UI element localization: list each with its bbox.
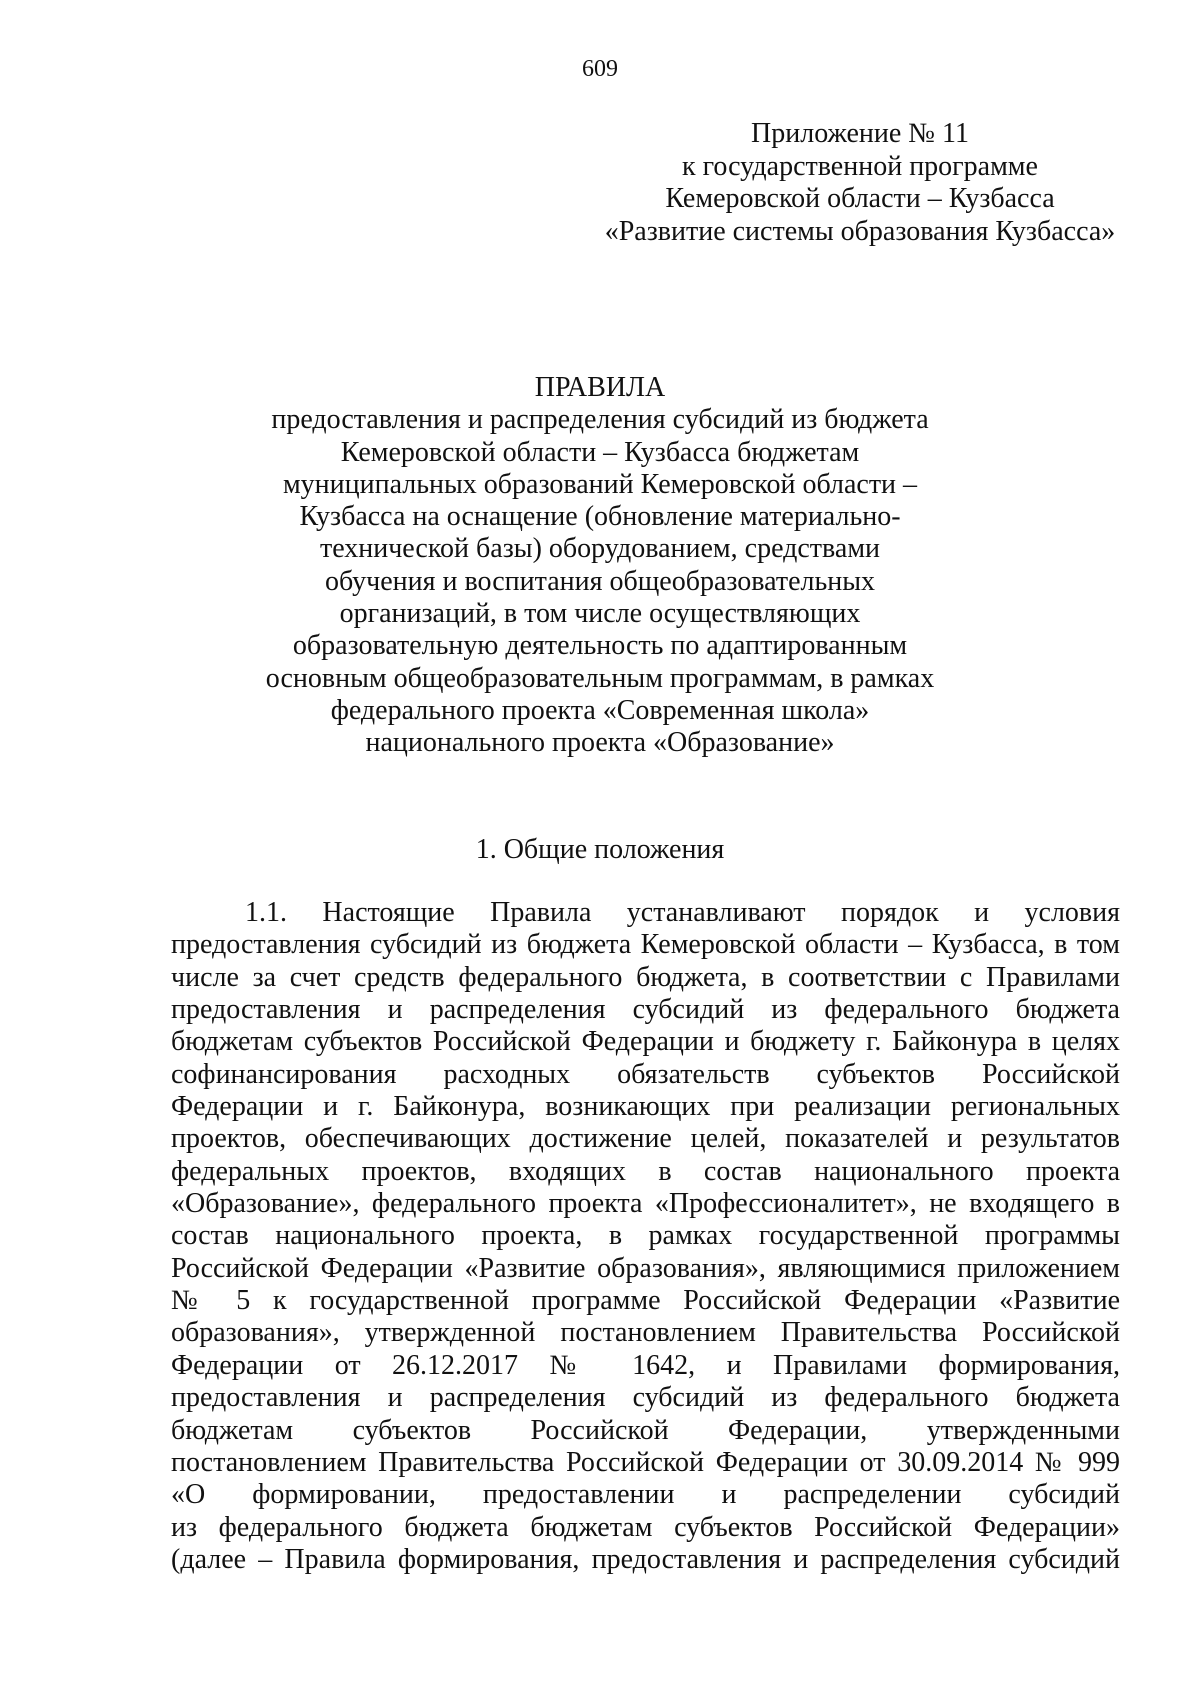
title-line: федерального проекта «Современная школа» — [330, 694, 870, 726]
paragraph-line: Федерации и г. Байконура, возникающих при реализации региональных — [171, 1091, 1120, 1123]
paragraph-line: софинансирования расходных обязательств субъектов Российской — [171, 1058, 1120, 1090]
appendix-line: Приложение № 11 — [751, 118, 969, 149]
paragraph-line: «О формировании, предоставлении и распределении субсидий — [171, 1479, 1120, 1511]
paragraph-line: федеральных проектов, входящих в состав национального проекта — [171, 1155, 1120, 1187]
paragraph-1-1 — [171, 897, 1120, 1576]
appendix-header — [560, 118, 1160, 248]
title-line: организаций, в том числе осуществляющих — [339, 598, 861, 630]
title-heading: ПРАВИЛА — [534, 372, 666, 403]
paragraph-line: № 5 к государственной программе Российской Федерации «Развитие — [171, 1285, 1120, 1317]
title-line: основным общеобразовательным программам, в рамках — [265, 662, 935, 694]
title-line: технической базы) оборудованием, средствами — [319, 533, 881, 565]
paragraph-line: Федерации от 26.12.2017 № 1642, и Правилами формирования, — [171, 1349, 1120, 1381]
appendix-line: к государственной программе — [682, 150, 1038, 182]
paragraph-line: предоставления субсидий из бюджета Кемеровской области – Кузбасса, в том — [171, 929, 1120, 961]
paragraph-line: числе за счет средств федерального бюджета, в соответствии с Правилами — [171, 961, 1120, 993]
title-line: образовательную деятельность по адаптированным — [292, 630, 908, 662]
paragraph-line: Российской Федерации «Развитие образования», являющимися приложением — [171, 1252, 1120, 1284]
paragraph-line: постановлением Правительства Российской Федерации от 30.09.2014 № 999 — [171, 1446, 1120, 1478]
appendix-line: «Развитие системы образования Кузбасса» — [604, 215, 1116, 247]
appendix-line: Кемеровской области – Кузбасса — [665, 183, 1055, 214]
page-number: 609 — [582, 56, 618, 82]
paragraph-line: образования», утвержденной постановлением Правительства Российской — [171, 1317, 1120, 1349]
title-line: Кузбасса на оснащение (обновление материально- — [299, 501, 901, 533]
paragraph-line: бюджетам субъектов Российской Федерации, утвержденными — [171, 1414, 1120, 1446]
paragraph-line: предоставления и распределения субсидий из федерального бюджета — [171, 994, 1120, 1026]
paragraph-line: из федерального бюджета бюджетам субъектов Российской Федерации» — [171, 1511, 1120, 1543]
section-heading: 1. Общие положения — [475, 834, 725, 865]
title-line: Кемеровской области – Кузбасса бюджетам — [340, 436, 860, 468]
paragraph-line: 1.1. Настоящие Правила устанавливают порядок и условия — [245, 897, 1120, 928]
paragraph-line: состав национального проекта, в рамках государственной программы — [171, 1220, 1120, 1252]
title-line: национального проекта «Образование» — [365, 727, 835, 759]
title-line: муниципальных образований Кемеровской области – — [282, 468, 918, 500]
paragraph-line: бюджетам субъектов Российской Федерации и бюджету г. Байконура в целях — [171, 1026, 1120, 1058]
document-title — [0, 372, 1200, 760]
paragraph-line: проектов, обеспечивающих достижение целей, показателей и результатов — [171, 1123, 1120, 1155]
paragraph-line: «Образование», федерального проекта «Профессионалитет», не входящего в — [171, 1188, 1120, 1220]
title-line: предоставления и распределения субсидий из бюджета — [271, 404, 929, 436]
paragraph-line: предоставления и распределения субсидий из федерального бюджета — [171, 1382, 1120, 1414]
title-line: обучения и воспитания общеобразовательных — [324, 565, 876, 597]
paragraph-line: (далее – Правила формирования, предоставления и распределения субсидий — [171, 1543, 1120, 1575]
